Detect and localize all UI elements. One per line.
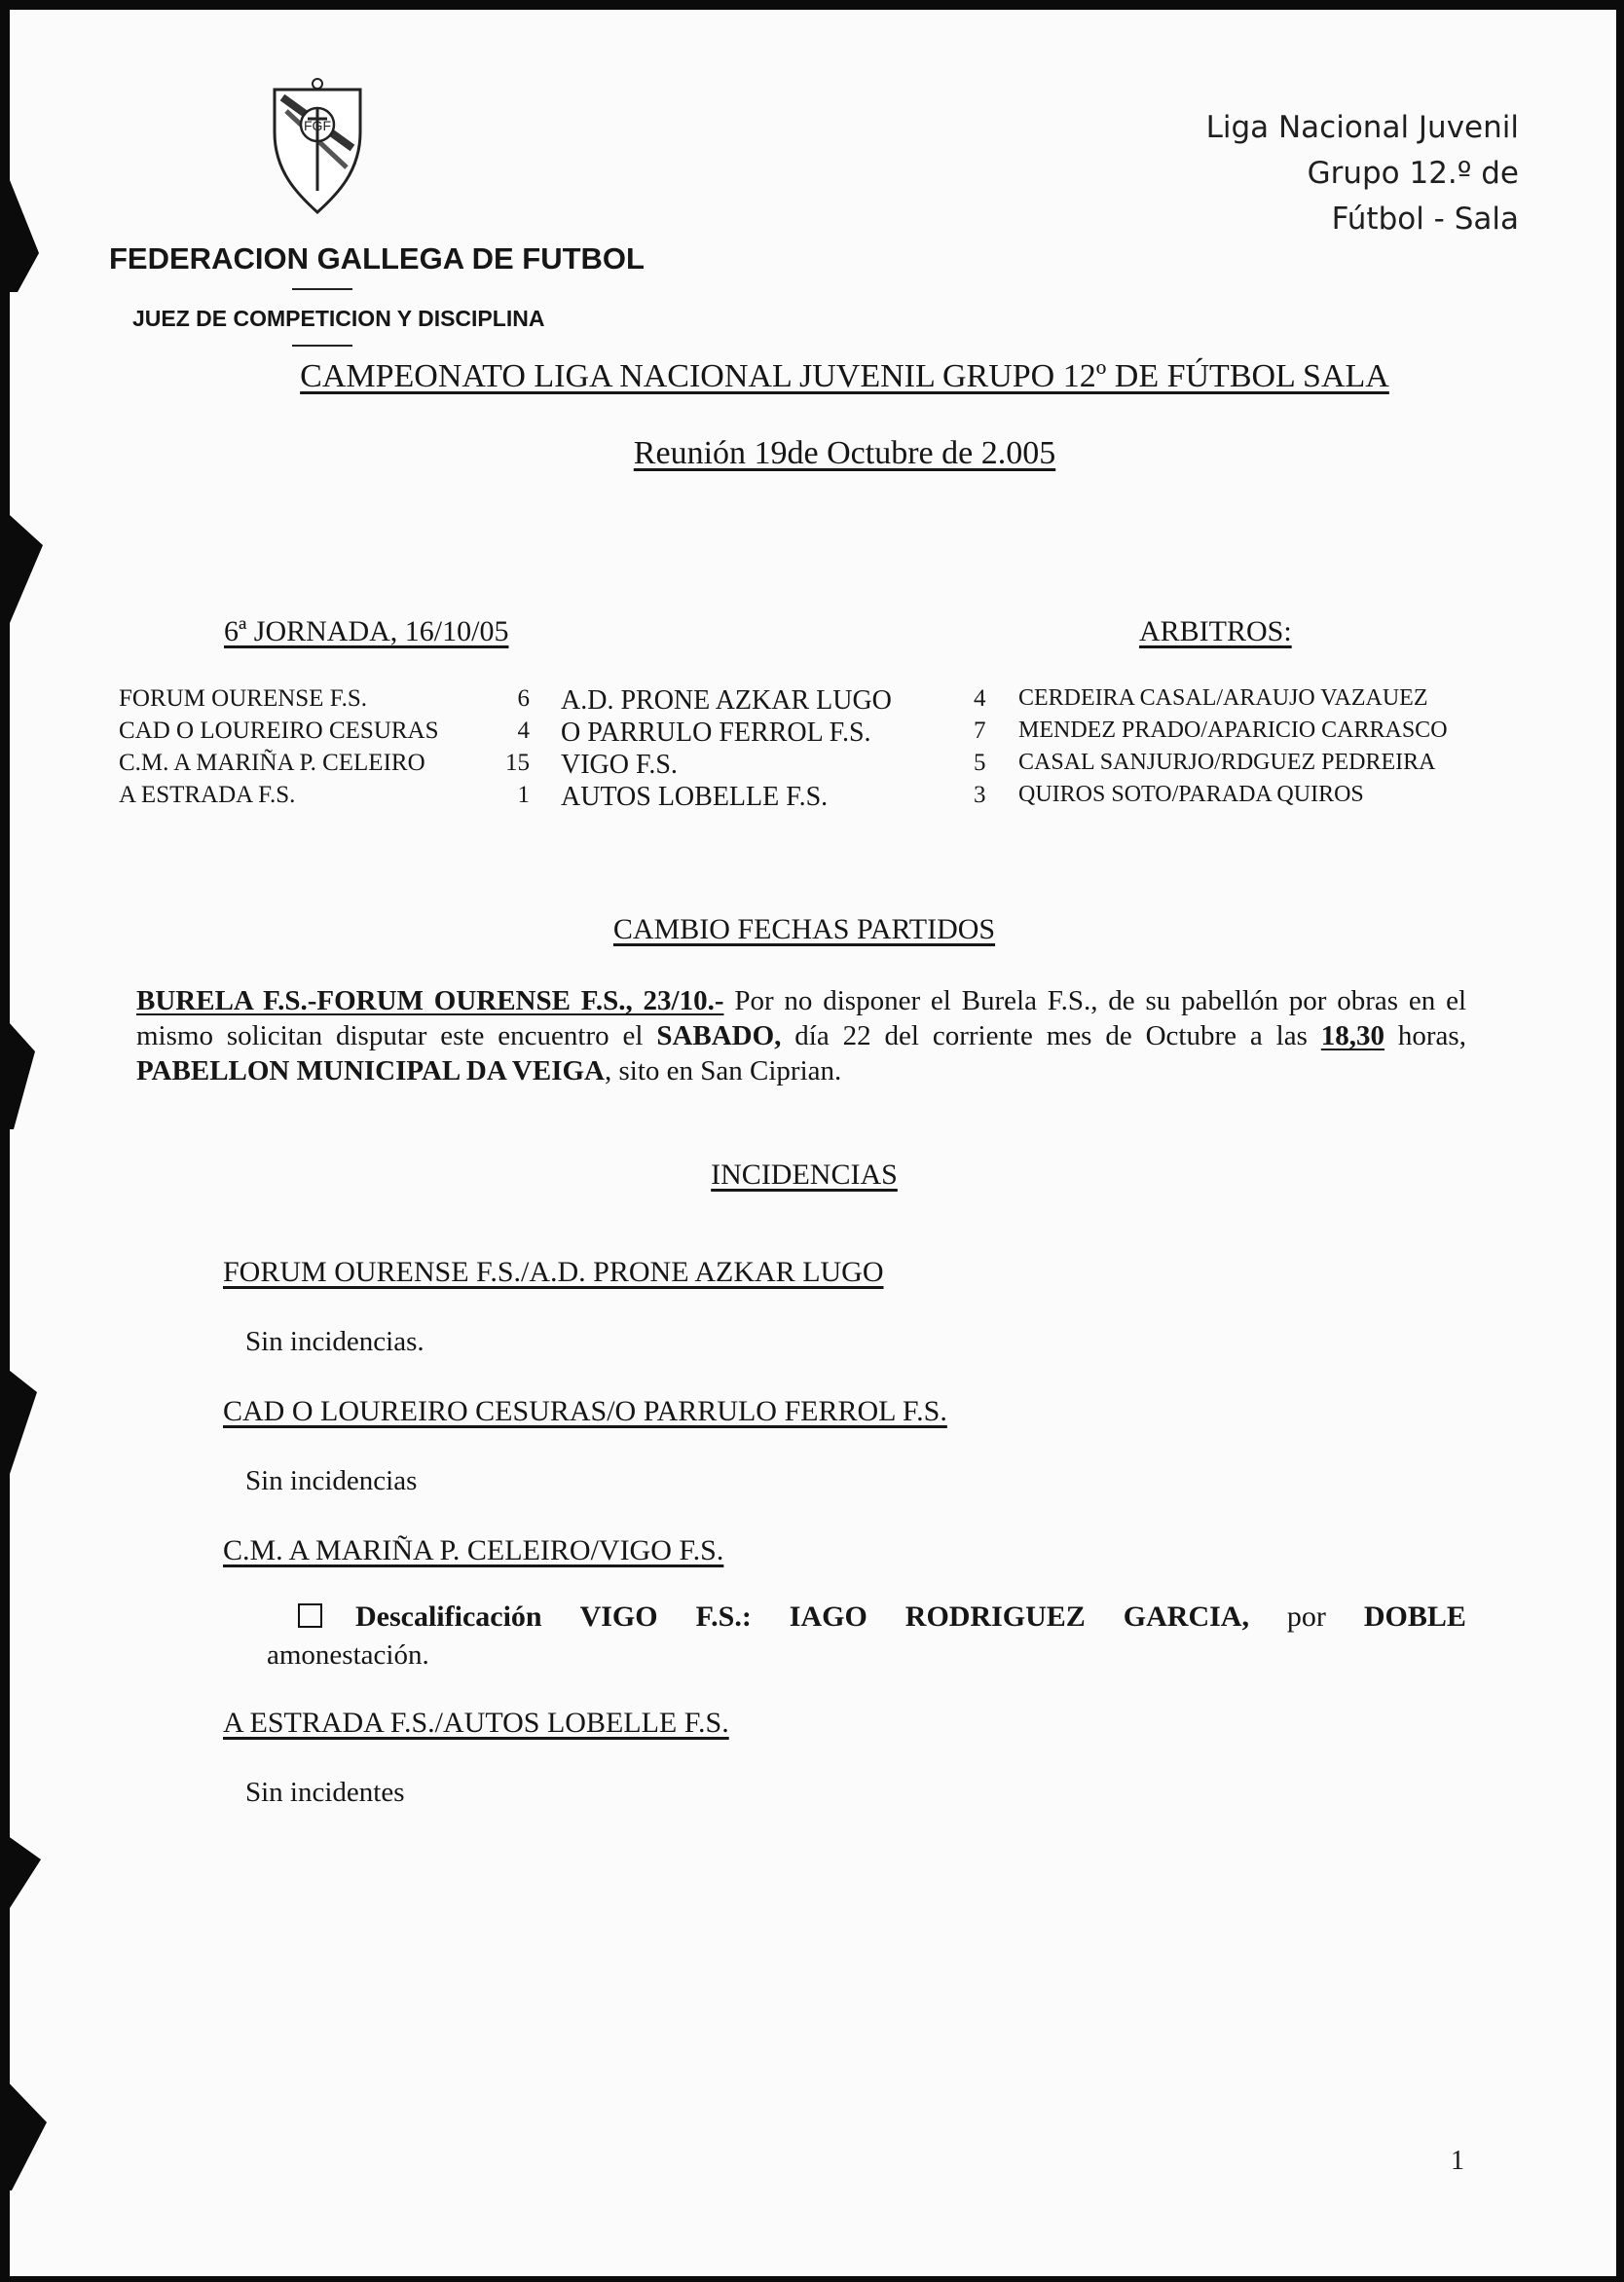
disqualification-word: VIGO (579, 1601, 658, 1633)
referees: QUIROS SOTO/PARADA QUIROS (1018, 782, 1364, 807)
home-team: C.M. A MARIÑA P. CELEIRO (119, 750, 425, 776)
referees: CERDEIRA CASAL/ARAUJO VAZAUEZ (1018, 685, 1428, 711)
league-label (1206, 105, 1519, 242)
torn-edge (0, 0, 58, 2282)
date-change-day: SABADO, (656, 1020, 782, 1051)
divider (292, 288, 352, 290)
disqualification-first-word (298, 1601, 542, 1634)
away-team: VIGO F.S. (561, 750, 678, 780)
home-score: 1 (517, 782, 530, 808)
disqualification-line (298, 1601, 1466, 1634)
disqualification-continuation: amonestación. (267, 1639, 429, 1671)
home-team: A ESTRADA F.S. (119, 782, 296, 808)
league-line: Fútbol - Sala (1331, 202, 1519, 237)
date-change-lead: BURELA F.S.-FORUM OURENSE F.S., 23/10.- (136, 985, 724, 1016)
away-team: A.D. PRONE AZKAR LUGO (561, 685, 892, 716)
divider (292, 345, 352, 347)
result-row (0, 718, 1624, 751)
federation-crest-logo (269, 76, 366, 217)
disqualification-word: RODRIGUEZ (904, 1601, 1086, 1633)
date-change-text: , sito en San Ciprian. (604, 1055, 842, 1086)
referees: CASAL SANJURJO/RDGUEZ PEDREIRA (1018, 750, 1436, 775)
disqualification-word: Descalificación (355, 1601, 542, 1633)
away-team: AUTOS LOBELLE F.S. (561, 782, 829, 812)
page-number: 1 (1451, 2146, 1464, 2176)
league-line: Grupo 12.º de (1307, 156, 1519, 191)
disqualification-word: por (1286, 1601, 1326, 1633)
home-team: CAD O LOUREIRO CESURAS (119, 718, 439, 744)
document-title: CAMPEONATO LIGA NACIONAL JUVENIL GRUPO 12º DE FÚTBOL SALA (300, 358, 1389, 394)
federation-name: FEDERACION GALLEGA DE FUTBOL (109, 241, 645, 276)
date-change-venue: PABELLON MUNICIPAL DA VEIGA (136, 1055, 605, 1086)
disqualification-word: DOBLE (1363, 1601, 1466, 1633)
incident-match-heading: A ESTRADA F.S./AUTOS LOBELLE F.S. (223, 1707, 729, 1739)
away-score: 4 (974, 685, 986, 712)
date-changes-heading: CAMBIO FECHAS PARTIDOS (612, 913, 996, 945)
incident-note: Sin incidentes (245, 1777, 405, 1808)
meeting-date: Reunión 19de Octubre de 2.005 (633, 435, 1056, 471)
date-change-paragraph (136, 983, 1466, 1088)
round-heading: 6ª JORNADA, 16/10/05 (224, 615, 509, 647)
away-score: 7 (974, 718, 986, 744)
incident-match-heading: C.M. A MARIÑA P. CELEIRO/VIGO F.S. (223, 1534, 724, 1566)
incident-match-heading: CAD O LOUREIRO CESURAS/O PARRULO FERROL F.S. (223, 1395, 947, 1427)
away-team: O PARRULO FERROL F.S. (561, 718, 871, 748)
league-line: Liga Nacional Juvenil (1205, 110, 1519, 145)
home-team: FORUM OURENSE F.S. (119, 685, 368, 712)
incident-note: Sin incidencias (245, 1465, 418, 1496)
disqualification-word: F.S.: (695, 1601, 752, 1633)
committee-name: JUEZ DE COMPETICION Y DISCIPLINA (132, 306, 545, 331)
result-row (0, 685, 1624, 718)
home-score: 6 (517, 685, 530, 712)
document-page (10, 10, 1616, 2276)
home-score: 15 (505, 750, 530, 776)
svg-text:FGF: FGF (304, 118, 331, 133)
away-score: 5 (974, 750, 986, 776)
result-row (0, 750, 1624, 783)
date-change-text: Por no disponer el Burela F.S., de su pabellón por obras en el mismo solicitan disputar este encuentro el (136, 985, 1467, 1051)
referees-heading: ARBITROS: (1139, 615, 1292, 647)
home-score: 4 (517, 718, 530, 744)
incident-note: Sin incidencias. (245, 1326, 424, 1357)
disqualification-word: IAGO (789, 1601, 867, 1633)
result-row (0, 782, 1624, 815)
date-change-time: 18,30 (1320, 1020, 1385, 1051)
date-change-text: día 22 del corriente mes de Octubre a las (781, 1020, 1321, 1051)
incident-match-heading: FORUM OURENSE F.S./A.D. PRONE AZKAR LUGO (223, 1256, 884, 1288)
date-change-text: horas, (1384, 1020, 1466, 1051)
checkbox-icon (298, 1603, 322, 1628)
incidents-heading: INCIDENCIAS (711, 1159, 898, 1191)
away-score: 3 (974, 782, 986, 808)
referees: MENDEZ PRADO/APARICIO CARRASCO (1018, 718, 1448, 743)
disqualification-word: GARCIA, (1123, 1601, 1249, 1633)
